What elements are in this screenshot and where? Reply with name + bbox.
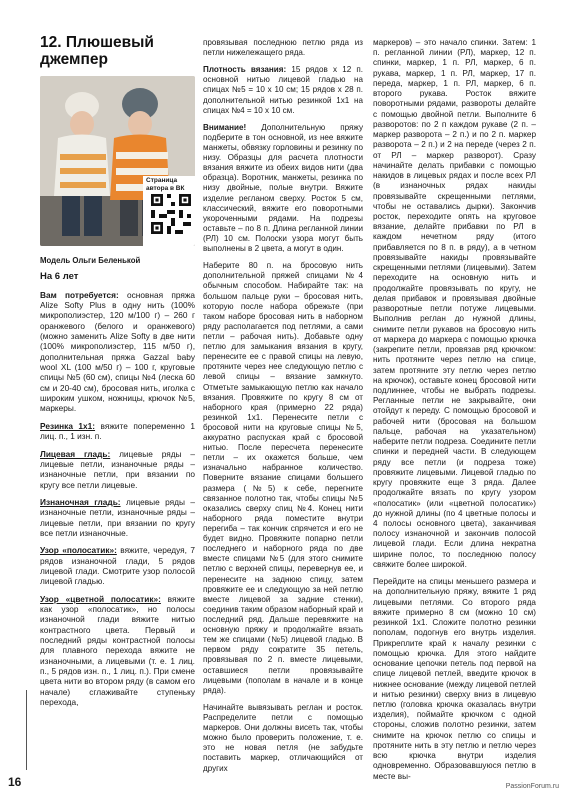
qr-code-icon[interactable] [151, 194, 191, 234]
col2-paragraph: провязывая последнюю петлю ряда из петли нижележащего ряда. [203, 38, 363, 58]
column-3 [373, 38, 536, 789]
page-number: 16 [8, 775, 22, 789]
pattern-title: 12. Плюшевый джемпер [40, 34, 154, 68]
rib-paragraph: Резинка 1х1: вяжите попеременно 1 лиц. п., 1 изн. п. [40, 420, 195, 442]
column-1 [40, 34, 195, 714]
color-stripe-paragraph: Узор «цветной полосатик»: вяжите как узор «полосатик», но полосы изнаночной глади вяжите нитью контрастного цвета. Первый и последний ряды контрастной полосы для плавного перехода вяжите не изнаночными, а лицевыми (т. е. 1 лиц. п., 5 рядов изн. п., 1 лиц. п.). При смене цвета нити во втором ряду (в самом его начале) сглаживайте ступеньку перехода, [40, 593, 195, 708]
model-photo [40, 76, 195, 246]
author-qr-block [143, 176, 195, 246]
cast-on-paragraph: Наберите 80 п. на бросовую нить дополнительной пряжей спицами №4 обычным способом. Набирайте так: на большом пальце руки – бросовая нить, которую после набора обрежьте (при таком наборе бросовая нить в наборном ряду располагается под петлями, а сами петли – рабочая нить). Добавьте одну петлю для замыкания вязания в кругу, перенесите ее с правой спицы на левую, протяните через нее следующую петлю с левой спицы – вязание замкнуто. Отметьте замыкающую петлю как начало вязания. Провяжите по кругу 8 см от наборного края (примерно 22 ряда) резинкой 1х1. Перенесите петли с бросовой нити на круговые спицы №5, аккуратно распуская край с бросовой нитью. После пересчета перенесите петли – их окажется больше, чем изначально набранное количество. Поверните вязание спицами большего размера (№5) к себе, перегните связанное полотно так, чтобы спицы №5 оказались сверху спиц №4. Конец нити наборного ряда поместите внутри перегиба – так кончик спрячется и его не будет видно. Провяжите попарно петли последнего и наборного ряда по две вместе спицами №5 (для этого снимите петлю с верхней спицы, перевернув ее, и перенесите на заднюю спицу, затем провяжите ее и следующую за ней петлю вместе лицевой за задние стенки), соединив таким образом наборный край и последний ряд. Дальше перевяжите на основную пряжу и продолжайте вязать тем же спицами (№5) лицевой гладью. В первом ряду сократите 35 петель, провязывая по 2 п. вместе лицевыми, оставшиеся петли провязывайте лицевыми (пополам в начале и в конце ряда). [203, 261, 363, 695]
column-2 [203, 38, 363, 781]
stockinette-paragraph: Лицевая гладь: лицевые ряды – лицевые петли, изнаночные ряды – изнаночные петли, при вязании по кругу все петли лицевые. [40, 448, 195, 490]
attention-paragraph: Внимание! Дополнительную пряжу подберите в тон основной, из нее вяжите манжеты, обвязку горловины и резинку по низу. Образцы для расчета плотности вязания вяжите из обеих видов нити (два образца). Воротник, манжеты, резинка по низу двойные, полые внутри. Вяжите изделие регланом сверху. Росток 5 см, классический, вяжите его поворотными укороченными рядами. На подрезы оставьте – по 8 п. Длина регланной линии (РЛ) 10 см. Полоски узора могут быть выполнены в 2 цвета, а могут в один. [203, 122, 363, 254]
reverse-stockinette-paragraph: Изнаночная гладь: лицевые ряды – изнаночные петли, изнаночные ряды – лицевые петли, при вязании по кругу все петли изнаночные. [40, 496, 195, 538]
watermark: PassionForum.ru [505, 783, 559, 790]
margin-rule [26, 690, 27, 770]
size-age: На 6 лет [40, 271, 79, 283]
finishing-paragraph: Перейдите на спицы меньшего размера и на дополнительную пряжу, вяжите 1 ряд лицевыми петлями. Со второго ряда вяжите примерно 8 см (можно 10 см) резинкой 1х1. Сложите полотно резинки пополам, подогнув его внутрь изделия. Прикреплите край к началу резинки с помощью крючка. Для этого найдите основание цепочки петель под первой на спице лицевой петлей, введите крючок в нижнее основание (между лицевой петлей и нитью резинки) сверху вниз в лицевую петлю (головка крючка оказалась внутри изделия), поймайте крючком с одной стороны, сложив полотно резинки, затем снимите на крючок петлю со спицы и протяните нить в эту петлю и петлю через всю крючка внутри изделия одновременно. Образовавшуюся петлю в месте вы- [373, 577, 536, 781]
stripe-pattern-paragraph: Узор «полосатик»: вяжите, чередуя, 7 рядов изнаночной глади, 5 рядов лицевой глади. Смотрите узор полосой лицевой гладью. [40, 545, 195, 587]
gauge-paragraph: Плотность вязания: 15 рядов х 12 п. основной нитью лицевой гладью на спицах №5 = 10 х 10 см; 15 рядов х 28 п. дополнительной нитью резинкой 1х1 на спицах №4 = 10 х 10 см. [203, 65, 364, 115]
model-author: Модель Ольги Беленькой [40, 256, 141, 265]
raglan-paragraph: маркеров) – это начало спинки. Затем: 1 п. регланной линии (РЛ), маркер, 12 п. спинки, маркер, 1 п. РЛ, маркер, 6 п. рукава, маркер, 1 п. РЛ, маркер, 17 п. переда, маркер, 1 п. РЛ, маркер, 6 п. второго рукава. Росток вяжите поворотными рядами, развороты делайте с помощью двойной петли. Выполните 6 разворотов: по 2 п каждом рукаве (2 п. – маркер разворота – 2 п.) и по 2 п. маркер разворота – 2 п.) и 2 на переде (через 2 п. от РЛ – маркер разворот). Сразу начинайте делать прибавки с помощью накидов в лицевых рядах и после всех РЛ (в изнаночных рядах накиды провязывайте скрещенными петлями, чтобы не оставались дырки). Закончив росток, переходите опять на круговое вязание, делайте прибавки по РЛ в каждом нечетном ряду (итого прибавляется по 8 п. в ряду), а в четном провязывайте накиды провязывайте скрещенными петлями (лицевыми). Затем переходите на основную нить и продолжайте провязывать по кругу, не делая прибавок и провязывая двойные разворотные петли потуже лицевыми. Выполнив реглан до нужной длины, снимите петли рукавов на бросовую нить от маркера до маркера с помощью крючка (закрепите петли, провязав ряд крючком: нить протяните через петлю на спице, затем протяните эту петлю через петлю на крючок), оставьте конец бросовой нити подлиннее, чтобы не выбрать подрезы. Регланные петли не закрывайте, они отойдут к переду. С помощью бросовой и рабочей нити (бросовая на большом пальце, рабочая на указательном) наберите петли подреза. Соедините петли спинки и передней части. В следующем ряду все петли (и подреза тоже) провяжите лицевыми. Лицевой гладью по кругу провяжите еще 3 ряда. Далее продолжайте вязать по кругу узором «полосатик» (или «цветной полосатик») до нужной длины (по 4 цветные полосы и 4 полосы основного цвета), заканчивая полосу изнаночной и закончив полосой лицевой глади. Если длина некратна ширине полос, то последнюю полосу свяжите более широкой. [373, 38, 536, 569]
qr-caption: Страница автора в ВК [146, 177, 185, 192]
raglan-start-paragraph: Начинайте вывязывать реглан и росток. Распределите петли с помощью маркеров. Они должны висеть так, чтобы можно было проверить положение, т. е. это не новая петля (не забудьте поставить маркер, отличающийся от других [203, 702, 363, 773]
materials-paragraph: Вам потребуется: основная пряжа Alize Softy Plus в одну нить (100% микрополиэстер, 120 м/100 г) – 260 г оранжевого (белого и оранжевого) (можно заменить Alize Softy в две нити (100% микрополиэстер, 115 м/50 г), дополнительная пряжа Gazzal baby wool XL (100 м/50 г) – 100 г, круговые спицы №5 (60 см), спицы №4 (леска 60 см и 20-40 см), бросовая нить, иголка с широким ушком, ножницы, крючок №5, маркеры. [40, 289, 195, 414]
